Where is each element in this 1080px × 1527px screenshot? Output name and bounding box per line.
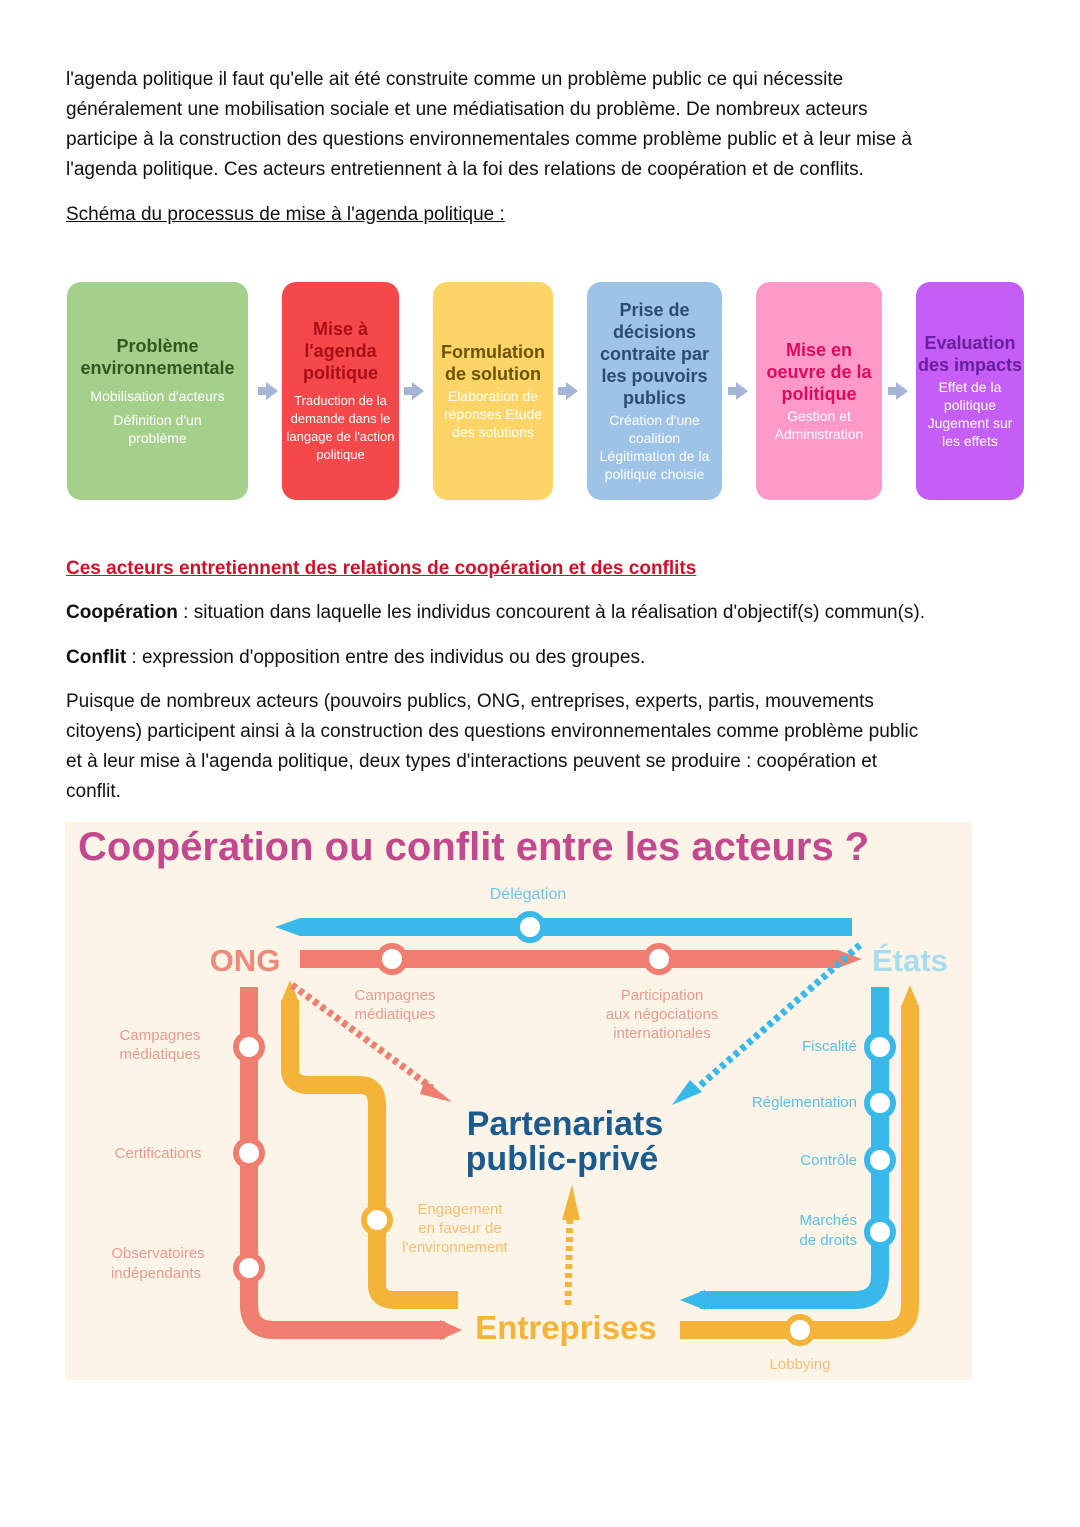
step-title: Prise de décisions contraite par les pouvoirs publics	[599, 300, 710, 408]
center-label: Partenariats	[466, 1105, 664, 1143]
station-delegation	[517, 914, 543, 940]
process-step-2	[282, 282, 399, 500]
text-line: Puisque de nombreux acteurs (pouvoirs publics, ONG, entreprises, experts, partis, mouvements	[66, 691, 874, 712]
label: de droits	[799, 1232, 857, 1249]
station	[236, 1140, 262, 1166]
label: Marchés	[799, 1212, 857, 1229]
step-subtitle: Elaboration de réponses Etude des solutions	[443, 388, 543, 440]
station	[867, 1147, 893, 1173]
intro-paragraph	[66, 65, 1071, 185]
text-line: et à leur mise à l'agenda politique, deux types d'interactions peuvent se produire : coopération et	[66, 751, 878, 772]
delegation-line	[275, 918, 852, 936]
section-heading: Ces acteurs entretiennent des relations de coopération et des conflits	[66, 558, 697, 579]
label-lobbying: Lobbying	[769, 1356, 831, 1373]
arrow-right-icon	[566, 382, 578, 400]
definition-term: Conflit	[66, 647, 127, 668]
schema-heading: Schéma du processus de mise à l'agenda politique :	[66, 204, 505, 225]
step-title: Formulation de solution	[441, 342, 545, 384]
definition-conflit	[66, 643, 1071, 673]
station	[236, 1034, 262, 1060]
label: Engagement	[417, 1201, 503, 1218]
engagement-labels	[402, 1201, 508, 1256]
step-subtitle: Gestion et Administration	[774, 408, 864, 442]
definition-cooperation	[66, 598, 1071, 628]
label: en faveur de	[418, 1220, 502, 1237]
process-step-1	[67, 282, 248, 500]
actor-entreprises: Entreprises	[475, 1309, 657, 1346]
definition-term: Coopération	[66, 602, 178, 623]
text-line: l'agenda politique il faut qu'elle ait été construite comme un problème public ce qui nécessite	[66, 69, 844, 90]
label: indépendants	[110, 1265, 202, 1282]
definition-text: : situation dans laquelle les individus concourent à la réalisation d'objectif(s) commun(s).	[177, 602, 926, 623]
station	[867, 1219, 893, 1245]
step-subtitle: Jugement sur les effets	[927, 415, 1013, 449]
step-subtitle: Effet de la politique	[938, 379, 1002, 413]
label: Réglementation	[751, 1094, 857, 1111]
step-subtitle: Traduction de la demande dans le langage de l'action politique	[286, 393, 395, 462]
process-step-6	[916, 282, 1024, 500]
station-campagnes-top	[379, 946, 405, 972]
text-line: citoyens) participent ainsi à la construction des questions environnementales comme problème public	[66, 721, 919, 742]
station	[867, 1034, 893, 1060]
label: Contrôle	[800, 1152, 857, 1169]
label: Participation	[620, 987, 704, 1004]
label: l'environnement	[402, 1239, 508, 1256]
step-title: Problème environnementale	[80, 336, 235, 378]
text-line: l'agenda politique. Ces acteurs entretiennent à la foi des relations de coopération et de conflits.	[66, 159, 864, 180]
label: aux négociations	[605, 1006, 719, 1023]
step-subtitle: Création d'une coalition	[609, 412, 700, 446]
text-line: participe à la construction des questions environnementales comme problème public et à leur mise à	[66, 129, 912, 150]
definition-text: : expression d'opposition entre des individus ou des groupes.	[126, 647, 646, 668]
station	[867, 1090, 893, 1116]
station-engagement	[364, 1207, 390, 1233]
arrow-right-icon	[736, 382, 748, 400]
label: médiatiques	[354, 1006, 436, 1023]
label-delegation: Délégation	[489, 886, 567, 903]
arrow-right-icon	[896, 382, 908, 400]
diagram-title: Coopération ou conflit entre les acteurs ?	[78, 825, 870, 869]
step-subtitle: Mobilisation d'acteurs	[90, 388, 225, 404]
text-line: conflit.	[66, 781, 121, 802]
station-lobbying	[787, 1317, 813, 1343]
label: médiatiques	[119, 1046, 201, 1063]
text-line: généralement une mobilisation sociale et une médiatisation du problème. De nombreux acteurs	[66, 99, 868, 120]
body-paragraph	[66, 687, 1071, 807]
station-participation	[646, 946, 672, 972]
label: Certifications	[114, 1145, 202, 1162]
step-subtitle: Légitimation de la politique choisie	[599, 448, 710, 482]
station	[236, 1255, 262, 1281]
label: Observatoires	[111, 1245, 205, 1262]
actor-ong: ONG	[209, 943, 281, 978]
step-title: Mise en oeuvre de la politique	[766, 340, 872, 404]
arrow-right-icon	[266, 382, 278, 400]
step-title: Evaluation des impacts	[917, 333, 1023, 375]
process-step-4	[587, 282, 722, 500]
actor-etats: États	[872, 943, 948, 978]
step-subtitle: Définition d'un problème	[113, 412, 202, 446]
label: Campagnes	[354, 987, 436, 1004]
center-label: public-privé	[465, 1140, 659, 1178]
label: internationales	[613, 1025, 711, 1042]
step-title: Mise à l'agenda politique	[303, 319, 378, 383]
label: Fiscalité	[801, 1038, 857, 1055]
process-step-5	[756, 282, 882, 500]
arrow-right-icon	[412, 382, 424, 400]
actors-diagram	[65, 822, 972, 1380]
label: Campagnes	[119, 1027, 201, 1044]
process-step-3	[433, 282, 553, 500]
